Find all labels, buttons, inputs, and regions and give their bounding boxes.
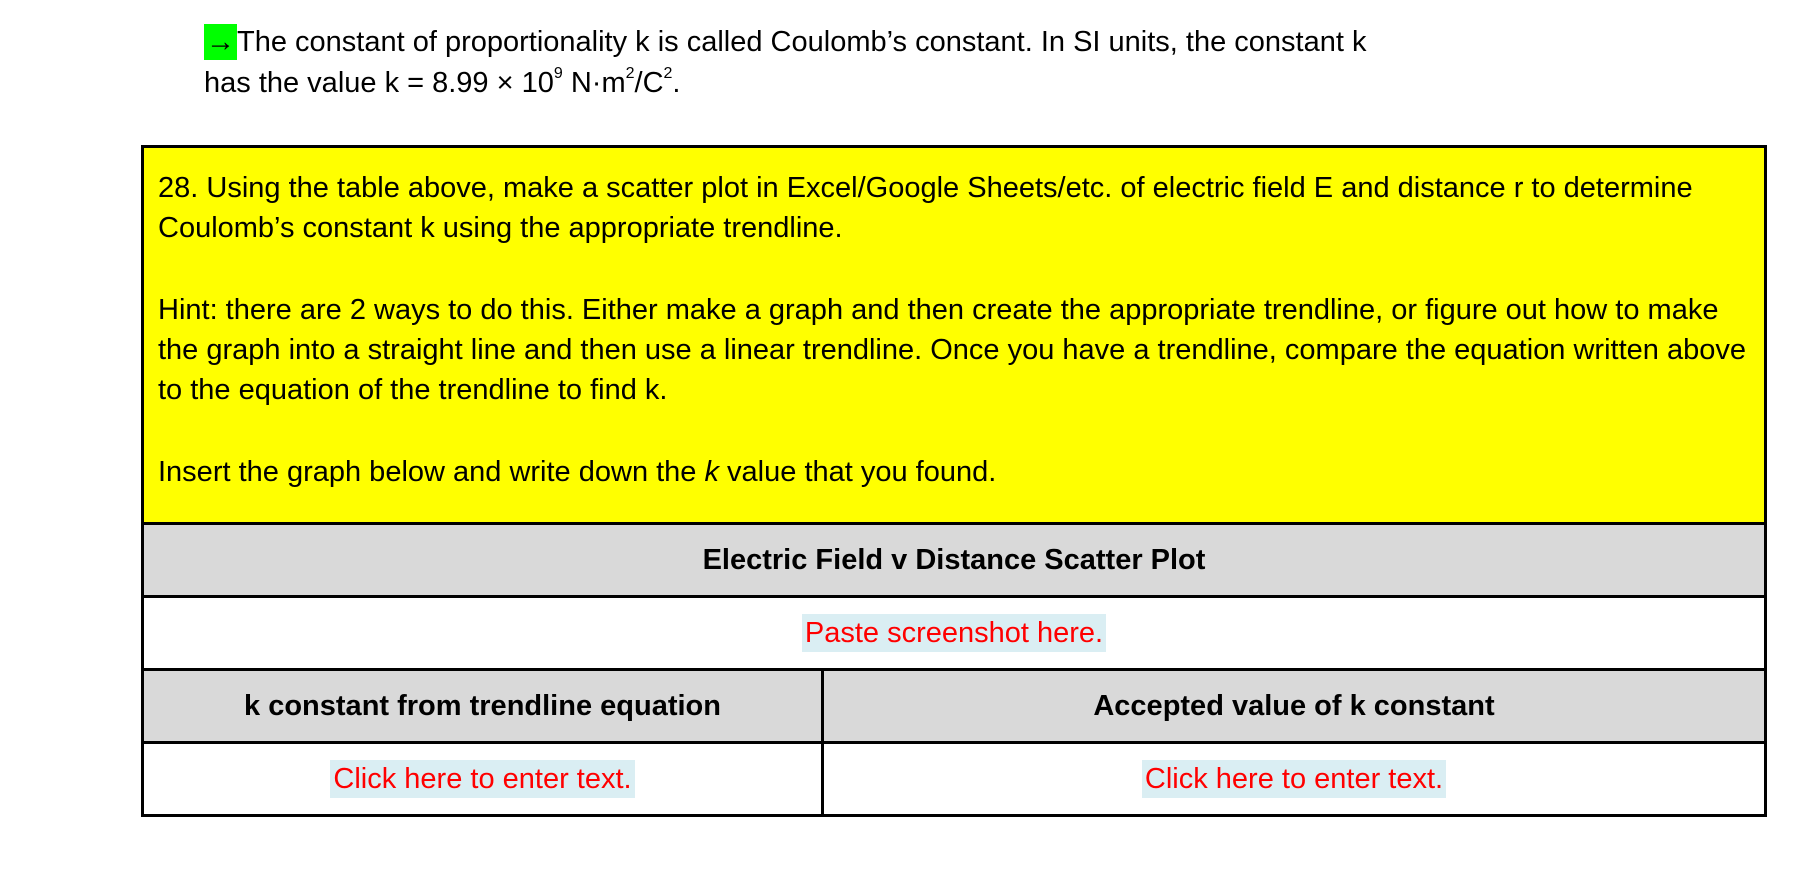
paste-screenshot-placeholder[interactable]: Paste screenshot here. (802, 614, 1106, 652)
arrow-icon: → (206, 26, 235, 58)
plot-header-title: Electric Field v Distance Scatter Plot (702, 543, 1206, 576)
k-accepted-text-field[interactable]: Click here to enter text. (1142, 760, 1446, 798)
plot-header-row (143, 524, 1766, 597)
intro-line-2-unit-nm: N·m (562, 67, 626, 99)
question-cell (143, 147, 1766, 524)
intro-line-1-text: The constant of proportionality k is called Coulomb’s constant. In SI units, the constant k (237, 26, 1367, 58)
k-entry-row (143, 743, 1766, 816)
intro-line-1 (204, 22, 1504, 63)
question-text: 28. Using the table above, make a scatter plot in Excel/Google Sheets/etc. of electric field E and distance r to determine Coulomb’s constant k using the appropriate trendline. (158, 172, 1693, 244)
insert-instruction (158, 452, 1750, 492)
plot-header-cell (143, 524, 1766, 597)
intro-line-2 (204, 63, 1504, 104)
k-trendline-header: k constant from trendline equation (244, 689, 721, 722)
exponent-2-c: 2 (663, 65, 673, 82)
plot-entry-row (143, 597, 1766, 670)
k-accepted-entry-cell[interactable] (823, 743, 1766, 816)
hint-text: Hint: there are 2 ways to do this. Either make a graph and then create the appropriate trendline, or figure out how to make the graph into a straight line and then use a linear trendline. Once you have a trendline, compare the equation written above to the equation of the trendline to find k. (158, 294, 1746, 406)
intro-line-2-start: has the value k = 8.99 × 10 (204, 67, 554, 99)
k-accepted-header-cell (823, 670, 1766, 743)
question-row (143, 147, 1766, 524)
k-trendline-text-field[interactable]: Click here to enter text. (330, 760, 634, 798)
intro-paragraph (204, 22, 1504, 104)
intro-line-2-unit-c: /C (634, 67, 664, 99)
insert-instruction-end: value that you found. (719, 456, 997, 488)
k-header-row (143, 670, 1766, 743)
k-trendline-header-cell (143, 670, 823, 743)
k-accepted-header: Accepted value of k constant (1093, 689, 1495, 722)
intro-line-2-end: . (672, 67, 681, 99)
exponent-9: 9 (553, 65, 563, 82)
worksheet-table (141, 145, 1767, 817)
insert-instruction-k: k (704, 456, 719, 488)
k-trendline-entry-cell[interactable] (143, 743, 823, 816)
exponent-2-m: 2 (625, 65, 635, 82)
insert-instruction-start: Insert the graph below and write down the (158, 456, 705, 488)
plot-entry-cell[interactable] (143, 597, 1766, 670)
